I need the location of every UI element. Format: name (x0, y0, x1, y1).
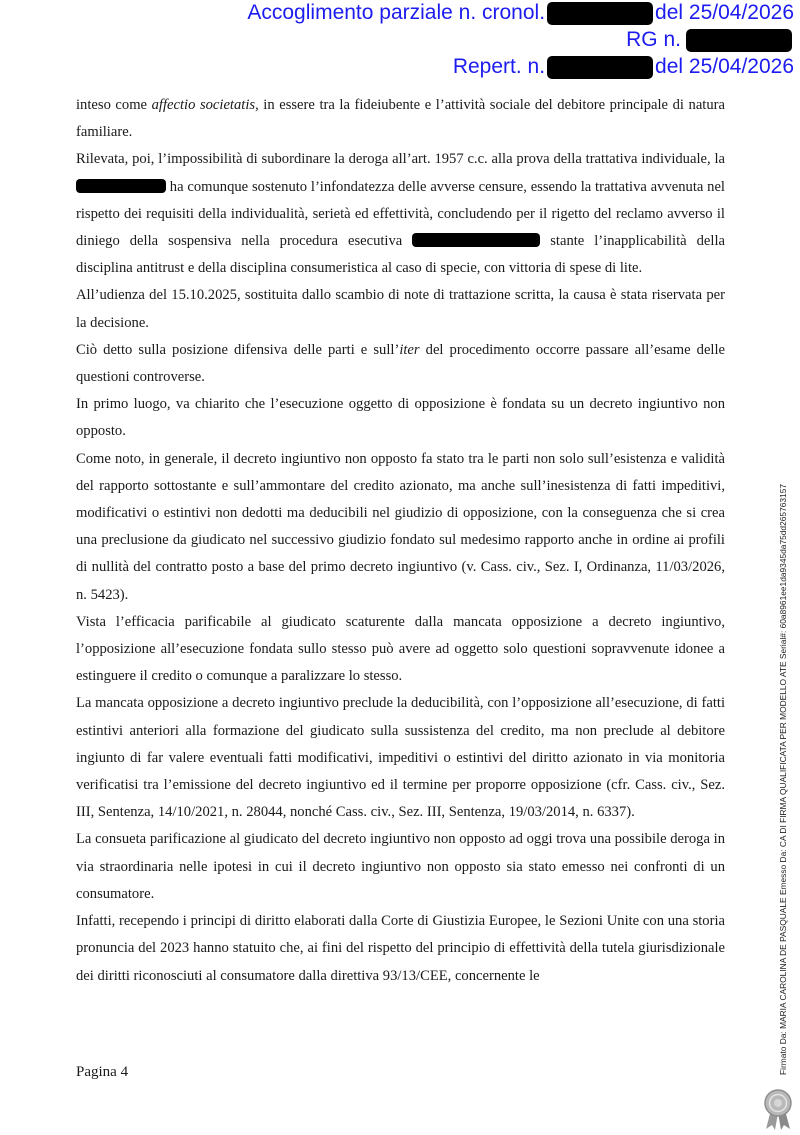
paragraph-9: La consueta parificazione al giudicato del decreto ingiuntivo non opposto ad oggi trova una possibile deroga in via straordinaria nelle ipotesi in cui il decreto ingiuntivo non opposto sia stato emesso nei confronti di un consumatore. (76, 831, 725, 902)
ribbon-seal-icon (760, 1088, 796, 1130)
paragraph-5: In primo luogo, va chiarito che l’esecuzione oggetto di opposizione è fondata su un decreto ingiuntivo non opposto. (76, 396, 725, 440)
header-stamp-line-2 (626, 27, 794, 53)
redaction-box (76, 179, 166, 193)
paragraph-10: Infatti, recependo i principi di diritto elaborati dalla Corte di Giustizia Europee, le Sezioni Unite con una storia pronuncia del 2023 hanno statuito che, ai fini del rispetto del principio di effettività della tutela giurisdizionale dei diritti riconosciuti al consumatore dalla direttiva 93/13/CEE, concernente le (76, 913, 725, 984)
stamp-rg-label: RG n. (626, 28, 681, 51)
paragraph-2: Rilevata, poi, l’impossibilità di subordinare la deroga all’art. 1957 c.c. alla prova della trattativa individuale, la ha comunque sostenuto l’infondatezza delle avverse censure, essendo la trattativa avvenuta nel rispetto dei requisiti della individualità, serietà ed effettività, concludendo per il rigetto del reclamo avverso il diniego della sospensiva nella procedura esecutiva stante l’inapplicabilità della disciplina antitrust e della disciplina consumeristica al caso di specie, con vittoria di spese di lite. (76, 151, 725, 277)
redaction-box (547, 2, 653, 25)
paragraph-1: inteso come affectio societatis, in essere tra la fideiubente e l’attività sociale del debitore principale di natura familiare. (76, 97, 725, 141)
italic-term: iter (399, 341, 420, 358)
redaction-box (686, 29, 792, 52)
paragraph-8: La mancata opposizione a decreto ingiuntivo preclude la deducibilità, con l’opposizione all’esecuzione, di fatti estintivi anteriori alla formazione del giudicato sulla sussistenza del credito, ma non preclude al debitore ingiunto di far valere eventuali fatti modificativi, impeditivi o estintivi del diritto azionato in via monitoria verificatisi tra l’emissione del decreto ingiuntivo ed il termine per proporre opposizione (cfr. Cass. civ., Sez. III, Sentenza, 14/10/2021, n. 28044, nonché Cass. civ., Sez. III, Sentenza, 19/03/2014, n. 6337). (76, 695, 725, 821)
header-stamp-line-3 (453, 54, 794, 80)
paragraph-6: Come noto, in generale, il decreto ingiuntivo non opposto fa stato tra le parti non solo sull’esistenza e validità del rapporto sottostante e sull’ammontare del credito azionato, ma anche sull’inesistenza di fatti impeditivi, modificativi o estintivi non dedotti ma deducibili nel giudizio di opposizione, con la conseguenza che si crea una preclusione da giudicato nel successivo giudizio fondato sul medesimo rapporto anche in ordine ai profili di nullità del contratto posto a base del primo decreto ingiuntivo (v. Cass. civ., Sez. I, Ordinanza, 11/03/2026, n. 5423). (76, 450, 725, 603)
redaction-box (412, 233, 540, 247)
header-stamp-line-1 (247, 0, 794, 26)
paragraph-4: Ciò detto sulla posizione difensiva delle parti e sull’iter del procedimento occorre passare all’esame delle questioni controverse. (76, 341, 726, 386)
paragraph-3: All’udienza del 15.10.2025, sostituita dallo scambio di note di trattazione scritta, la causa è stata riservata per la decisione. (76, 287, 725, 331)
document-body (76, 92, 725, 990)
paragraph-7: Vista l’efficacia parificabile al giudicato scaturente dalla mancata opposizione a decreto ingiuntivo, l’opposizione all’esecuzione fondata sullo stesso può avere ad oggetto solo questioni sopravvenute idonee a estinguere il credito o comunque a paralizzare lo stesso. (76, 613, 725, 685)
stamp-date: del 25/04/2026 (655, 55, 794, 78)
stamp-date: del 25/04/2026 (655, 1, 794, 24)
stamp-cronol-label: Accoglimento parziale n. cronol. (247, 1, 546, 24)
stamp-repert-label: Repert. n. (452, 55, 546, 78)
italic-term: affectio societatis (151, 97, 256, 113)
redaction-box (547, 56, 653, 79)
digital-signature-strip: Firmato Da: MARIA CAROLINA DE PASQUALE Emesso Da: CA DI FIRMA QUALIFICATA PER MODELLO ATE Serial#: 60a8961ee1da9345da75dd265763157 (778, 483, 788, 1075)
page-number: Pagina 4 (76, 1064, 129, 1080)
